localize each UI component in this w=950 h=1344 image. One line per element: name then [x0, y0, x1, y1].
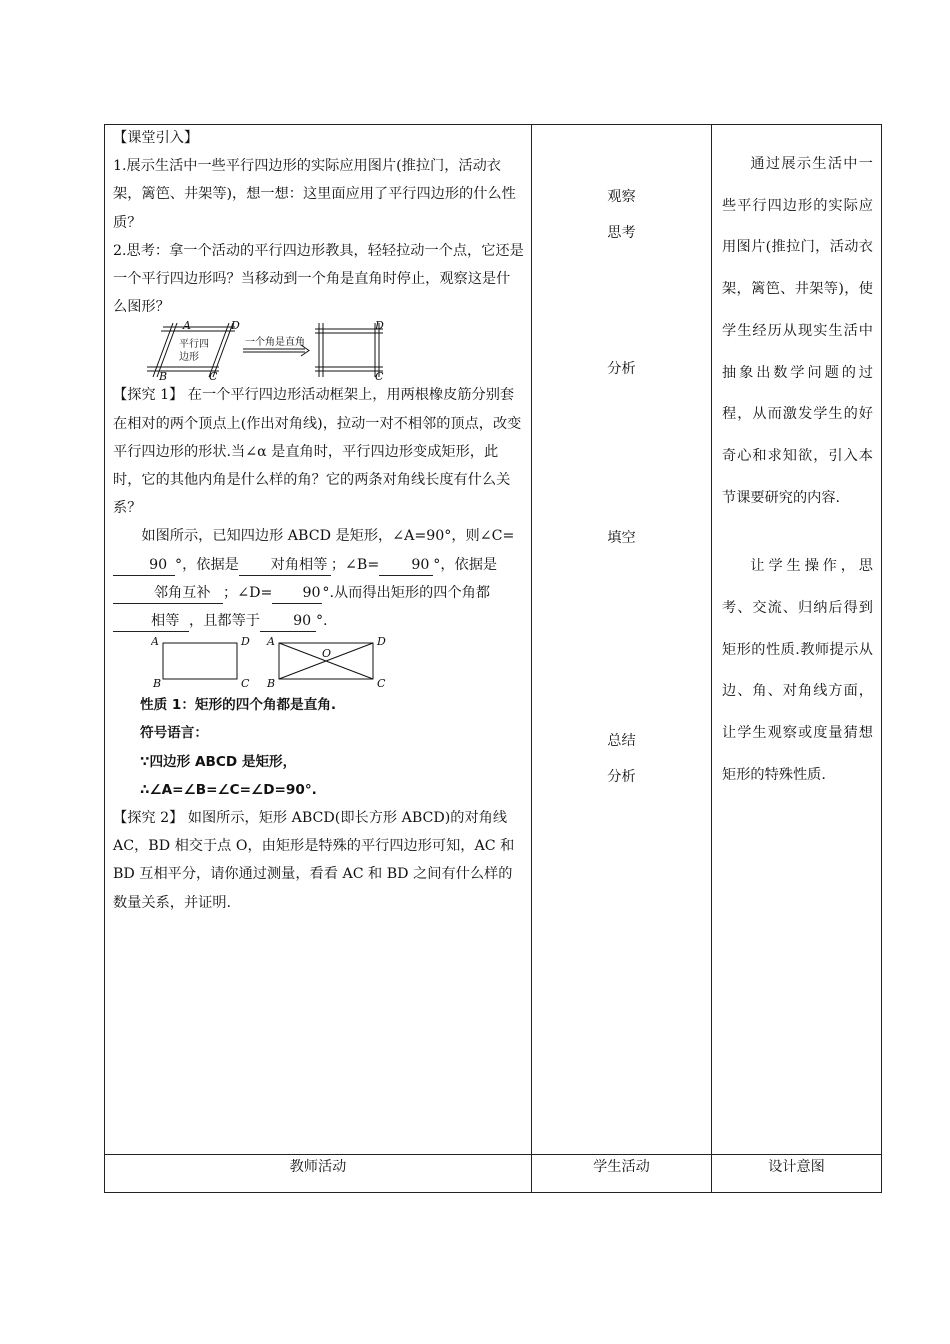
figure-2-svg — [151, 635, 411, 691]
fig2-label-a2: A — [267, 635, 275, 649]
fig2-label-c2: C — [377, 677, 386, 691]
design-intent-paragraph-1: 通过展示生活中一些平行四边形的实际应用图片(推拉门，活动衣架，篱笆、井架等)，使学生经历从现实生活中抽象出数学问题的过程，从而激发学生的好奇心和求知欲，引入本节课要研究的内容. — [722, 156, 873, 506]
intro-paragraph-2: 2.思考：拿一个活动的平行四边形教具，轻轻拉动一个点，它还是一个平行四边形吗？当移动到一个角是直角时停止，观察这是什么图形？ — [113, 242, 524, 316]
fig2-label-o: O — [322, 647, 332, 661]
symbol-line-1: ∵四边形 ABCD 是矩形， — [140, 753, 297, 770]
property-1: 性质 1：矩形的四个角都是直角. — [140, 697, 337, 714]
fill-in-paragraph — [113, 522, 524, 635]
footer-design-intent: 设计意图 — [768, 1159, 825, 1175]
fill-blank-4: 邻角互补 — [113, 583, 223, 604]
fig1-label-d2: D — [375, 321, 384, 333]
fill-text-4: ；∠D= — [223, 584, 273, 601]
fig2-label-b: B — [153, 677, 162, 691]
explore-2-paragraph: 【探究 2】 如图所示，矩形 ABCD(即长方形 ABCD)的对角线 AC，BD 相交于点 O，由矩形是特殊的平行四边形可知，AC 和 BD 互相平分，请你通过测量，看看 AC 和 BD 之间有什么样的数量关系，并证明. — [113, 810, 515, 911]
fig1-label-b: B — [159, 370, 168, 382]
fig2-label-d: D — [241, 635, 250, 649]
fig1-inner-label-2: 边形 — [179, 352, 199, 364]
fig1-label-a: A — [183, 321, 191, 333]
symbol-language-title: 符号语言： — [140, 725, 208, 742]
fig2-label-b2: B — [267, 677, 276, 691]
intro-paragraph-1: 1.展示生活中一些平行四边形的实际应用图片(推拉门，活动衣架，篱笆、井架等)，想一想：这里面应用了平行四边形的什么性质？ — [113, 158, 516, 231]
design-intent-cell — [712, 144, 882, 797]
rectangle-figures — [113, 635, 524, 691]
rectangle-abcd — [163, 643, 237, 679]
fill-text-5: °.从而得出矩形的四个角都 — [322, 584, 491, 601]
fill-text-3: °，依据是 — [433, 556, 498, 573]
footer-teacher-activity: 教师活动 — [289, 1159, 347, 1175]
fill-blank-2: 对角相等 — [239, 555, 331, 576]
fill-blank-7: 90 — [260, 611, 316, 632]
fill-text-2: ；∠B= — [330, 556, 380, 573]
parallelogram-to-rectangle-figure — [113, 321, 524, 381]
fill-text-6: ，且都等于 — [189, 613, 260, 630]
fill-blank-3: 90 — [379, 555, 433, 576]
fill-text-7: °. — [315, 613, 328, 630]
fig2-label-c: C — [241, 677, 250, 691]
fig1-label-c2: C — [375, 370, 384, 382]
fill-blank-5: 90 — [272, 583, 322, 604]
fill-blank-1: 90 — [113, 555, 175, 576]
fig1-label-c: C — [209, 370, 218, 382]
teacher-activity-cell — [105, 124, 532, 917]
fig1-inner-label-1: 平行四 — [179, 339, 209, 351]
fig1-arrow-label: 一个角是直角 — [245, 337, 305, 349]
student-activity-observe: 观察 — [607, 189, 636, 205]
fill-blank-6: 相等 — [113, 611, 189, 632]
student-activity-summarize: 总结 — [607, 733, 636, 749]
student-activity-fill: 填空 — [607, 530, 636, 546]
symbol-line-2: ∴∠A=∠B=∠C=∠D=90°. — [140, 781, 317, 798]
fill-text-1: °，依据是 — [175, 556, 239, 573]
lesson-table — [104, 124, 882, 1193]
figure-1-svg — [143, 321, 443, 381]
fig2-label-d2: D — [377, 635, 386, 649]
footer-student-activity: 学生活动 — [593, 1159, 650, 1175]
student-activity-analyze-2: 分析 — [607, 769, 636, 785]
explore-1-paragraph: 【探究 1】 在一个平行四边形活动框架上，用两根橡皮筋分别套在相对的两个顶点上(作出对角线)，拉动一对不相邻的顶点，改变平行四边形的形状.当∠α 是直角时，平行四边形变成矩形，此时，它的其他内角是什么样的角？它的两条对角线长度有什么关系？ — [113, 387, 522, 517]
student-activity-analyze: 分析 — [607, 361, 636, 377]
fig1-label-d: D — [231, 321, 240, 333]
design-intent-paragraph-2: 让学生操作，思考、交流、归纳后得到矩形的性质.教师提示从边、角、对角线方面，让学生观察或度量猜想矩形的特殊性质. — [722, 558, 873, 783]
intro-title: 【课堂引入】 — [113, 130, 199, 146]
student-activity-think: 思考 — [607, 225, 636, 241]
fill-text-0: 如图所示，已知四边形 ABCD 是矩形，∠A=90°，则∠C= — [141, 528, 515, 545]
fig2-label-a: A — [151, 635, 159, 649]
